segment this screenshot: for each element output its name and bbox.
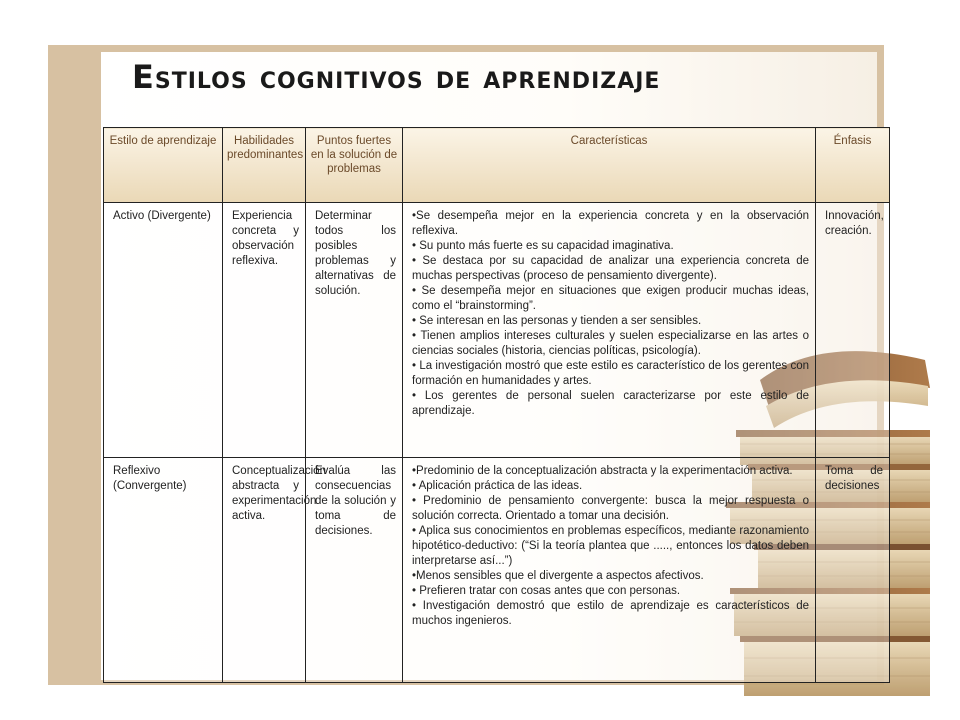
bullet-item: •Se desempeña mejor en la experiencia concreta y en la observación reflexiva. <box>412 210 809 237</box>
bullet-item: • La investigación mostró que este estilo es característico de los gerentes con formación en humanidades y artes. <box>412 360 809 387</box>
bullet-item: • Su punto más fuerte es su capacidad imaginativa. <box>412 240 674 252</box>
cell-puntos-fuertes: Evalúa las consecuencias de la solución y toma de decisiones. <box>306 458 403 683</box>
table-header-row <box>104 128 890 203</box>
cell-habilidades: Conceptualización abstracta y experimentación activa. <box>223 458 306 683</box>
cell-enfasis: Toma de decisiones <box>816 458 890 683</box>
header-habilidades: Habilidades predominantes <box>223 128 306 203</box>
bullet-item: • Tienen amplios intereses culturales y suelen especializarse en las artes o ciencias sociales (historia, ciencias políticas, psicología). <box>412 330 809 357</box>
bullet-item: • Se desempeña mejor en situaciones que exigen producir muchas ideas, como el “brainstorming”. <box>412 285 809 312</box>
cell-habilidades: Experiencia concreta y observación reflexiva. <box>223 203 306 458</box>
header-caracteristicas: Características <box>403 128 816 203</box>
table-row <box>104 458 890 683</box>
bullet-item: • Investigación demostró que estilo de aprendizaje es característicos de muchos ingenieros. <box>412 600 809 627</box>
bullet-item: • Prefieren tratar con cosas antes que con personas. <box>412 585 681 597</box>
learning-styles-table <box>103 127 890 683</box>
cell-estilo: Reflexivo (Convergente) <box>104 458 223 683</box>
bullet-item: •Menos sensibles que el divergente a aspectos afectivos. <box>412 570 704 582</box>
header-estilo: Estilo de aprendizaje <box>104 128 223 203</box>
cell-enfasis: Innovación, creación. <box>816 203 890 458</box>
bullet-item: • Se destaca por su capacidad de analizar una experiencia concreta de muchas perspectivas (proceso de pensamiento divergente). <box>412 255 809 282</box>
cell-estilo: Activo (Divergente) <box>104 203 223 458</box>
cell-puntos-fuertes: Determinar todos los posibles problemas y alternativas de solución. <box>306 203 403 458</box>
bullet-item: • Los gerentes de personal suelen caracterizarse por este estilo de aprendizaje. <box>412 390 809 417</box>
bullet-item: • Aplica sus conocimientos en problemas específicos, mediante razonamiento hipotético-deductivo: (“Si la teoría plantea que ....., entonces los datos deben interpretarse así...”) <box>412 525 809 567</box>
cell-caracteristicas <box>403 458 816 683</box>
slide-title: Estilos cognitivos de aprendizaje <box>132 58 661 96</box>
header-puntos-fuertes: Puntos fuertes en la solución de problemas <box>306 128 403 203</box>
table-row <box>104 203 890 458</box>
header-enfasis: Énfasis <box>816 128 890 203</box>
cell-caracteristicas <box>403 203 816 458</box>
bullet-item: • Aplicación práctica de las ideas. <box>412 480 583 492</box>
bullet-item: • Predominio de pensamiento convergente: busca la mejor respuesta o solución correcta. Orientado a tomar una decisión. <box>412 495 809 522</box>
bullet-item: • Se interesan en las personas y tienden a ser sensibles. <box>412 315 702 327</box>
bullet-item: •Predominio de la conceptualización abstracta y la experimentación activa. <box>412 465 793 477</box>
